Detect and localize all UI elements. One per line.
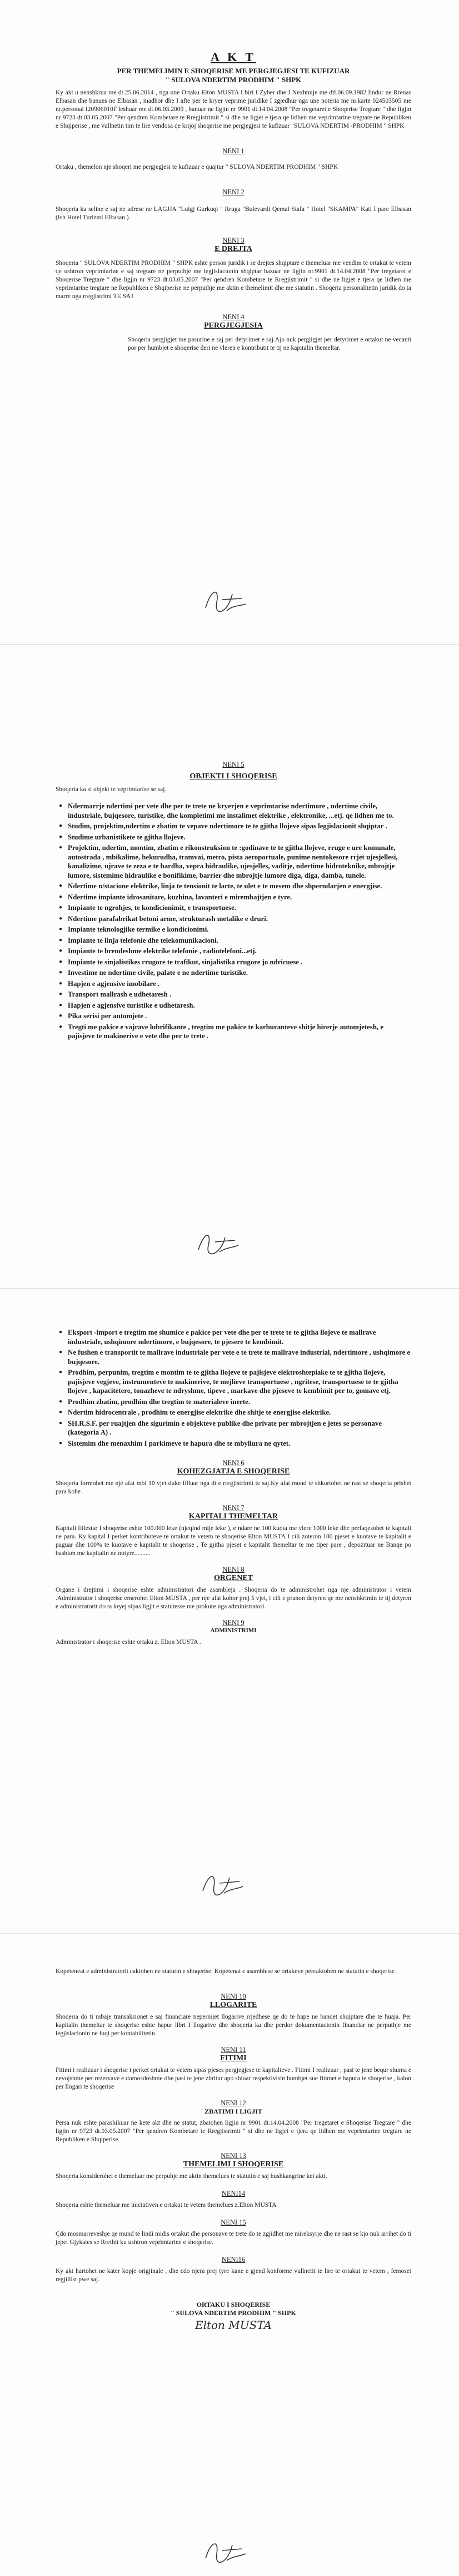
list-item: ● Projektim, ndertim, montim, zbatim e rikonstruksion te :godinave te te gjitha llojeve, rruge e ure komunale, autostrada , mbikalime, hekurudha, tramvai, metro, pista aeroportuale, punime nentokesore rrjet ujesjellesi, kanalizime, ujrave te zeza e te bardha, vepra hidraulike, ujesjelles, vaditje, ndertime hidroteknike, mbrojtje lumore, sistemime hidraulike e bonifikime, barrier dhe mbrojtje lumore diga, diga, damba, tunele. — [68, 843, 411, 880]
company-name-heading: " SULOVA NDERTIM PRODHIM " SHPK — [165, 76, 302, 84]
signatory-handwritten-name: Elton MUSTA — [194, 2318, 272, 2332]
list-item: ● Studime urbanistikete te gjitha llojeve. — [68, 833, 411, 842]
intro-paragraph: Ky akt u nenshkrua me dt.25.06.2014 , nga une Ortaku Elton MUSTA I biri I Zyber dhe I Nexhmije me dtl.06.09.1982 lindur ne Rrenas Elbasan dhe banues ne Elbasan , madhor dhe I afte per te kryer veprime juridike I zgjedhur nga une noteria me nr.karte 024503505 me nr.personal I20906010F leshuar me dt.06.03.2009 , banuar ne ligjin nr 9901 dt.14.04.2008 "Per tregetaret e Shoqerise Tregtare " dhe ligjin nr 9723 dt.03.05.2007 "Per qendren Kombetare te Rregjistrimit " si dhe ne ligjet e tjera qe lidhen me veprimtarine tregtare ne Republiken e Shqiperise , me vullnetin tim te lire vendosa qe krijoj shoqerise me pergjegjesi te kufizuar "SULOVA NDERTIM -PRODHIM " SHPK — [56, 89, 411, 129]
list-item: ● Ndertime n/stacione elektrike, linja te tensionit te larte, te ulet e te mesem dhe shperndarjen e energjise. — [68, 882, 411, 891]
neni-13-title: THEMELIMI I SHOQERISE — [183, 2160, 284, 2169]
neni-4-text: Shoqeria pergjigjet me pasurine e saj per detyrimet e saj.Ajo nuk pergjigjet per detyrimet e ortakut ne vecanti por per humbjet e shoqerise deri ne vleren e kontributit te tij ne kapitalin themeltar. — [128, 336, 411, 351]
neni-9-title: ADMINISTRIMI — [210, 1627, 257, 1634]
list-item: ● Ne fushen e transportit te mallrave industriale per vete e te trete te mallrave industrial, ndertimore , ushqimore e bujqesore. — [68, 1348, 411, 1366]
document-title: A K T — [210, 50, 257, 64]
signature-mark — [197, 1866, 247, 1900]
neni-1-text: Ortaku , themelon nje shoqeri me pergjegjesi te kufizuar e quajtur " SULOVA NDERTIM PRODHIM " SHPK — [56, 164, 338, 170]
neni-4-heading: NENI 4 — [222, 313, 245, 321]
neni-6-title: KOHEZGJATJA E SHOQERISE — [177, 1467, 290, 1476]
neni-11-heading: NENI 11 — [221, 2046, 246, 2054]
neni-7-text: Kapitali fillestar I shoqerise eshte 100.000 leke (njeqind mije leke ), e ndare ne 100 kuota me vlere 1000 leke dhe perfaqesohet te kapitali ne para. Ky kapital I perket kontributeve te ortakut te vetem te shoqerise Elton MUSTA I cili zoteron 100 pjeset e kuotave te kapitalit e paguar dhe 100% te kuotave e kapitalit te shoqerise . Te gjitha pjeset e kapitalit themeltar te me tiper pare , depozituar ne Banqe po bashkm me kapitalin ne notyre.......... — [56, 1525, 411, 1557]
list-item: ● Impiante te sinjalistikes rrugore te trafikut, sinjalistika rrugore jo ndricuese . — [68, 958, 411, 967]
neni-8-title: ORGENET — [213, 1574, 253, 1582]
list-item: ● Transport mallrash e udhetaresh . — [68, 990, 411, 999]
list-item: ● Sistemim dhe menaxhim I parkimeve te hapura dhe te mbyllura ne qytet. — [68, 1439, 411, 1448]
neni-5-intro: Shoqeria ka si objekt te veprimtarise se saj. — [56, 786, 167, 793]
neni-8-text: Organe i drejtimi i shoqerise eshte administratori dhe asambleja . Shoqeria do te administrohet nga nje administrator i vetem .Administrator i shoqerise emerohet Elton MUSTA , per nje afat kohor prej 5 vjet, i cili e pranon detyren qe me nenshkrimin te tij detyren e administratorit do ta kryej sipas ligjit e statutesse me prokure nga administratori. — [56, 1587, 411, 1610]
neni-12-title: ZBATIMI I LIGJIT — [204, 2107, 262, 2115]
neni-2-heading: NENI 2 — [222, 188, 245, 196]
neni-12-heading: NENI 12 — [221, 2099, 246, 2107]
list-item: ● Hapjen e agjensive turistike e udhetaresh. — [68, 1001, 411, 1010]
neni-12-text: Persa nuk eshte parashikuar ne kete akt dhe ne statut, zbatohen ligjin nr 9901 dt.14.04.2008 "Per tregetaret e Shoqerise Tregtare " dhe ligjin nr 9723 dt.03.05.2007 "Per qendren Kombetare te Rregjistrimit " si dhe ne ligjet e tjera qe lidhen me veprimtarine tregtare ne Republiken e Shqiperise. — [56, 2120, 411, 2143]
neni-11-title: FITIMI — [220, 2054, 247, 2062]
neni-10-heading: NENI 10 — [221, 1993, 246, 2000]
neni-13-heading: NENI 13 — [221, 2152, 246, 2160]
neni-8-heading: NENI 8 — [222, 1566, 245, 1573]
neni-15-heading: NENI 15 — [221, 2218, 246, 2226]
neni-15-text: Çdo mosmarreveshje qe mund te lindi midis ortakut dhe personave te trete do te zgjidhet me mireksyrje dhe ne rast se kjo nuk arrihet do ti jepet Gjykates se Rrethit ku ushtron veprimtarine e shoqerise. — [56, 2231, 411, 2246]
signatory-label: ORTAKU I SHOQERISE — [196, 2301, 271, 2308]
list-item: ● Ndermarrje ndertimi per vete dhe per te trete ne kryerjen e veprimtarise ndertimore , ndertime civile, industriale, bujqesore, turistike, dhe kompletimi me instalimet elektrike , elektronike, ...etj. qe lidhen me to. — [68, 802, 411, 820]
neni-14-text: Shoqeria eshte themeluar me iniciativen e ortakut te vetem themelues z.Elton MUSTA — [56, 2202, 277, 2208]
list-item: ● Prodhim, perpunim, tregtim e montim te te gjitha llojeve te pajisjeve elektroshtepiake te te gjitha llojeve, pajisjeve vegjeve, instrumenteve te makinerive, te mejlieve transportuese , ngritese, transportuese te te gjitha llojeve , kapacitetere, tonazheve te ndryshme, tipeve , markave dhe pjeseve te kembimit per to, gomave etj. — [68, 1368, 411, 1396]
list-item: ● SH.R.S.F. per ruajtjen dhe sigurimin e objekteve publike dhe private per mbrojtjen e jetes se personave (kategoria A) . — [68, 1419, 411, 1437]
list-item: ● Impiante te ngrohjes, te kondicionimit, e transportuese. — [68, 903, 411, 913]
document-page-2 — [0, 645, 459, 1288]
neni-9-heading: NENI 9 — [222, 1619, 245, 1627]
list-item: ● Studim, projektim,ndertim e zbatim te vepave ndertimore te te gjitha llojeve sipas legjislacionit shqiptar . — [68, 822, 411, 831]
business-objects-list — [56, 802, 411, 1041]
list-item: ● Ndertim hidrocentrale , prodhim te energjise elektrike dhe shitje te energjise elektrike. — [68, 1408, 411, 1417]
list-item: ● Prodhim zbatim, prodhim dhe tregtim te materialeve inerte. — [68, 1397, 411, 1407]
neni-3-text: Shoqeria " SULOVA NDERTIM PRODHIM " SHPK eshte person juridik i se drejtes shqiptare e themeluar me vendim te ortakut te vetem qe ushtron veprimtarine e saj tregtare ne perputhje me legjislacionin shqiptar bazuar ne ligjin nr.9901 dt.14.04.2008 "Per tregetaret e Shoqerise Tregtare " dhe ligjin nr 9723 dt.03.05.2007 "Per qendren Kombetare te Rregjistrimit " si dhe ne ligjet e tjera qe lidhen me veprimtarine tregtare ne Republiken e Shqiperise ne perputhje me aktin e themelimit dhe me statutin . Shoqeria personalitetin juridik do ta marre nga rregjistrimi TE SAJ — [56, 260, 411, 300]
signature-mark — [200, 2534, 250, 2567]
document-page-3 — [0, 1289, 459, 1933]
neni-5-title: OBJEKTI I SHOQERISE — [189, 772, 277, 781]
neni-11-text: Fitimi i realizuar i shoqerise i perket ortakut te vetem sipas pjeses pergjegjese te kapitalieve . Fitimi I realizuar , pasi te jene bequr shuma e nevojshme per rezervave e domosdoshme dhe pasi te jene zbritur apo shluar respektivisht humbjet sue fitimet e hapura te shoqerise , kalon per llogari te shoqerise — [56, 2067, 411, 2090]
administrator-competences-text: Kopeteneat e administratorit caktohen ne statutin e shoqerise. Kopetenat e asamblese se ortakeve percaktohen ne statutin e shoqerise . — [56, 1968, 398, 1975]
document-page-1 — [0, 0, 459, 644]
list-item: ● Ndertime impiante idrosanitare, kuzhina, lavanteri e mirembajtjen e tyre. — [68, 893, 411, 902]
neni-9-text: Administrator i shoqerise eshte ortaku z. Elton MUSTA . — [56, 1639, 201, 1646]
neni-10-title: LLOGARITE — [209, 2001, 257, 2009]
neni-13-text: Shoqeria konsiderohet e themeluar me perpuhje me aktin themelues te statutin e saj hushkangrine kei akti. — [56, 2173, 327, 2180]
neni-6-heading: NENI 6 — [222, 1459, 245, 1467]
neni-7-heading: NENI 7 — [222, 1504, 245, 1512]
neni-3-title: E DREJTA — [214, 245, 252, 253]
neni-1-heading: NENI 1 — [222, 147, 245, 155]
signatory-company: " SULOVA NDERTIM PRODHIM " SHPK — [171, 2309, 296, 2317]
list-item: ● Pika serisi per automjete . — [68, 1012, 411, 1021]
list-item: ● Impiante te brendeshme elektrike telefonie , radiotelefoni...etj. — [68, 947, 411, 956]
list-item: ● Eksport -import e tregtim me shumice e pakice per vete dhe per te trete te te gjitha llojeve te mallrave industriale, ushqimore ndertimore, e bujqesore, te pjesere te kembimit. — [68, 1328, 411, 1346]
neni-7-title: KAPITALI THEMELTAR — [188, 1512, 278, 1521]
neni-16-heading: NENI16 — [221, 2256, 246, 2263]
list-item: ● Hapjen e agjensive imobilare . — [68, 979, 411, 989]
list-item: ● Impiante teknologjike termike e kondicionimi. — [68, 925, 411, 934]
neni-3-heading: NENI 3 — [222, 237, 245, 244]
signature-mark — [200, 583, 250, 616]
neni-14-heading: NENI14 — [221, 2190, 246, 2197]
list-item: ● Ndertime parafabrikat betoni arme, strukturash metalike e druri. — [68, 914, 411, 924]
business-objects-list-continued — [56, 1328, 411, 1448]
neni-2-text: Shoqeria ka seline e saj ne adrese ne LAGJJA "Luigj Gurkuqi " Rruga "Bulevardi Qemal Stafa " Hotel "SKAMPA" Kati I pare Elbasan (Ish Hotel Turizmi Elbasan ). — [56, 206, 411, 221]
list-item: ● Tregti me pakice e vajrave lubrifikante , tregtim me pakice te karburanteve shitje hirerje automjetesh, e pajisjeve te makinerive e vete dhe per te trete . — [68, 1023, 411, 1041]
document-subtitle: PER THEMELIMIN E SHOQERISE ME PERGJEGJESI TE KUFIZUAR — [117, 67, 350, 75]
neni-16-text: Ky akt hartohet ne kater kopje origjinale , dhe cdo njera prej tyre kane e gjend konforme vullnetit te lire te ortakut te vetem , femoset regjillist pwe saj. — [56, 2268, 411, 2283]
signature-mark — [192, 1225, 242, 1259]
neni-10-text: Shoqeria do ti mbaje transaksionet e saj financiare nepermjet llogarive rrjedhese qe do te hape ne banqet shqiptare dhe te huaja. Per kapitalin themeltar te shoqerise eshte hapur llbri I llogarive dhe shoqeria ka dhe perdor dokumentacionin financiar ne perputhje me legjislacionin ne fuqi per kontabilitetin. — [56, 2014, 411, 2037]
document-page-4 — [0, 1934, 459, 2576]
neni-4-title: PERGJEGJESIA — [204, 321, 263, 330]
list-item: ● Investime ne ndertime civile, palate e ne ndertime turistike. — [68, 968, 411, 978]
list-item: ● Impiante te linja telefonie dhe telekomunikacioni. — [68, 936, 411, 945]
neni-5-heading: NENI 5 — [222, 761, 245, 768]
neni-6-text: Shoqeria formohet me nje afat mbi 10 vjet duke filluar nga dt e rregjistrimit te saj.Ky afat mund te shkurtohet ne rast se shoqeria prishet para kohe . — [56, 1480, 411, 1495]
